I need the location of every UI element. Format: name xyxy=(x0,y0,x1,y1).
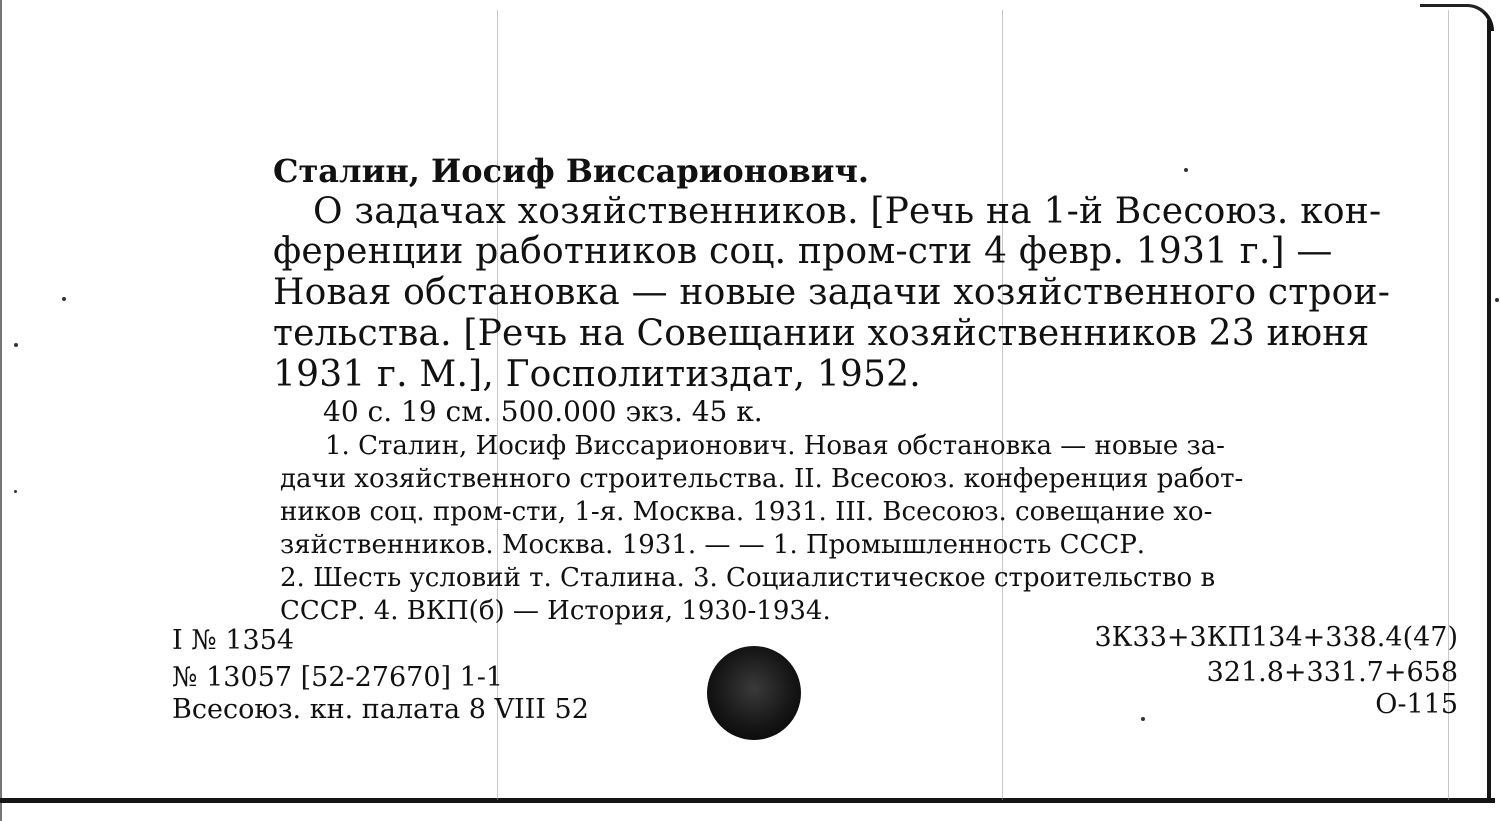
record-number: № 13057 [52-27670] 1-1 xyxy=(172,662,504,693)
classification-index: 3К33+3КП134+338.4(47) xyxy=(1094,622,1458,653)
card-bottom-edge xyxy=(0,798,1495,803)
inventory-number: I № 1354 xyxy=(172,625,295,656)
card-right-edge xyxy=(1487,20,1491,800)
scan-speck xyxy=(1184,168,1188,172)
title-line: Новая обстановка — новые задачи хозяйственного строи- xyxy=(273,272,1391,313)
scan-artifact-line xyxy=(1002,10,1003,800)
card-left-edge xyxy=(0,0,2,821)
scan-speck xyxy=(14,490,17,493)
scan-speck xyxy=(1141,717,1145,721)
author-mark: О-115 xyxy=(1375,689,1458,720)
title-line: ференции работников соц. пром-сти 4 февр. 1931 г.] — xyxy=(273,231,1333,272)
title-line: О задачах хозяйственников. [Речь на 1-й Всесоюз. кон- xyxy=(313,191,1382,232)
scan-speck xyxy=(14,343,18,347)
tracing-line: 1. Сталин, Иосиф Виссарионович. Новая обстановка — новые за- xyxy=(325,431,1225,461)
card-top-right-corner xyxy=(1420,4,1494,31)
tracing-line: СССР. 4. ВКП(б) — История, 1930-1934. xyxy=(280,596,831,626)
tracing-line: зяйственников. Москва. 1931. — — 1. Промышленность СССР. xyxy=(280,530,1146,560)
chamber-date: Всесоюз. кн. палата 8 VIII 52 xyxy=(172,694,589,725)
title-line: тельства. [Речь на Совещании хозяйственников 23 июня xyxy=(273,313,1370,354)
scan-speck xyxy=(1495,298,1499,302)
title-line: 1931 г. М.], Госполитиздат, 1952. xyxy=(273,354,921,395)
scan-speck xyxy=(62,297,66,301)
tracing-line: ников соц. пром-сти, 1-я. Москва. 1931. III. Всесоюз. совещание хо- xyxy=(280,497,1213,527)
author-heading: Сталин, Иосиф Виссарионович. xyxy=(273,152,870,190)
card-punch-hole xyxy=(707,646,801,740)
udc-index: 321.8+331.7+658 xyxy=(1206,657,1458,688)
collation-line: 40 с. 19 см. 500.000 экз. 45 к. xyxy=(323,395,763,428)
tracing-line: 2. Шесть условий т. Сталина. 3. Социалистическое строительство в xyxy=(280,563,1216,593)
tracing-line: дачи хозяйственного строительства. II. Всесоюз. конференция работ- xyxy=(280,464,1244,494)
